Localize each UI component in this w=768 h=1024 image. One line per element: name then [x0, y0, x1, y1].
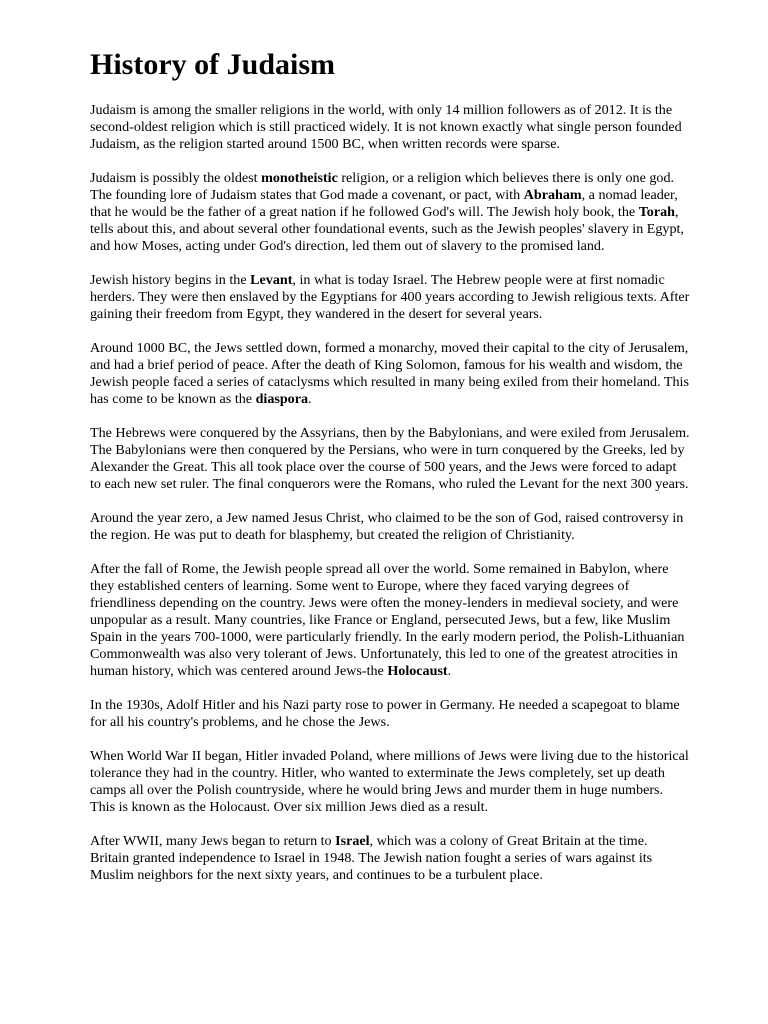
bold-term: Levant	[250, 272, 293, 288]
bold-term: Abraham	[523, 187, 582, 203]
text-run: When World War II began, Hitler invaded Poland, where millions of Jews were living due to the historical tolerance they had in the country. Hitler, who wanted to exterminate the Jews completely, set up death camps all over the Polish countryside, where he would bring Jews and murder them in huge numbers. This is known as the Holocaust. Over six million Jews died as a result.	[90, 748, 689, 815]
bold-term: Israel	[335, 833, 370, 849]
text-run: After WWII, many Jews began to return to	[90, 833, 336, 849]
bold-term: diaspora	[255, 391, 309, 407]
text-run: , tells about this, and about several other foundational events, such as the Jewish peoples' slavery in Egypt, and how Moses, acting under God's direction, led them out of slavery to the promised land.	[90, 204, 684, 254]
text-run: .	[308, 391, 312, 407]
document-page	[90, 44, 690, 901]
paragraph-5	[90, 425, 690, 493]
text-run: religion, or a religion which believes there is only one god. The founding lore of Judaism states that God made a covenant, or pact, with	[90, 170, 675, 203]
text-run: , in what is today Israel. The Hebrew people were at first nomadic herders. They were then enslaved by the Egyptians for 400 years according to Jewish religious texts. After gaining their freedom from Egypt, they wandered in the desert for several years.	[90, 272, 690, 322]
text-run: Judaism is possibly the oldest	[90, 170, 262, 186]
text-run: In the 1930s, Adolf Hitler and his Nazi party rose to power in Germany. He needed a scapegoat to blame for all his country's problems, and he chose the Jews.	[90, 697, 680, 730]
paragraph-3	[90, 272, 690, 323]
text-run: The Hebrews were conquered by the Assyrians, then by the Babylonians, and were exiled from Jerusalem. The Babylonians were then conquered by the Persians, who were in turn conquered by the Greeks, led by Alexander the Great. This all took place over the course of 500 years, and the Jews were forced to adapt to each new set ruler. The final conquerors were the Romans, who ruled the Levant for the next 300 years.	[90, 425, 690, 492]
paragraph-8	[90, 697, 690, 731]
paragraph-9	[90, 748, 690, 816]
bold-term: monotheistic	[261, 170, 338, 186]
paragraph-10	[90, 833, 690, 884]
text-run: After the fall of Rome, the Jewish people spread all over the world. Some remained in Babylon, where they established centers of learning. Some went to Europe, where they faced varying degrees of friendliness depending on the country. Jews were often the money-lenders in medieval society, and were unpopular as a result. Many countries, like France or England, persecuted Jews, but a few, like Muslim Spain in the years 700-1000, were particularly friendly. In the early modern period, the Polish-Lithuanian Commonwealth was also very tolerant of Jews. Unfortunately, this led to one of the greatest atrocities in human history, which was centered around Jews-the	[90, 561, 685, 679]
paragraph-7	[90, 561, 690, 680]
document-body	[90, 102, 690, 884]
page-title: History of Judaism	[90, 48, 336, 81]
text-run: , a nomad leader, that he would be the father of a great nation if he followed God's will. The Jewish holy book, the	[90, 187, 678, 220]
text-run: , which was a colony of Great Britain at the time. Britain granted independence to Israel in 1948. The Jewish nation fought a series of wars against its Muslim neighbors for the next sixty years, and continues to be a turbulent place.	[90, 833, 653, 883]
text-run: Judaism is among the smaller religions in the world, with only 14 million followers as of 2012. It is the second-oldest religion which is still practiced widely. It is not known exactly what single person founded Judaism, as the religion started around 1500 BC, when written records were sparse.	[90, 102, 682, 152]
text-run: Jewish history begins in the	[90, 272, 251, 288]
bold-term: Torah	[638, 204, 675, 220]
paragraph-2	[90, 170, 690, 255]
bold-term: Holocaust	[387, 663, 448, 679]
paragraph-1	[90, 102, 690, 153]
text-run: Around 1000 BC, the Jews settled down, formed a monarchy, moved their capital to the city of Jerusalem, and had a brief period of peace. After the death of King Solomon, famous for his wealth and wisdom, the Jewish people faced a series of cataclysms which resulted in many being exiled from their homeland. This has come to be known as the	[90, 340, 689, 407]
paragraph-4	[90, 340, 690, 408]
text-run: Around the year zero, a Jew named Jesus Christ, who claimed to be the son of God, raised controversy in the region. He was put to death for blasphemy, but created the religion of Christianity.	[90, 510, 684, 543]
paragraph-6	[90, 510, 690, 544]
text-run: .	[447, 663, 452, 679]
